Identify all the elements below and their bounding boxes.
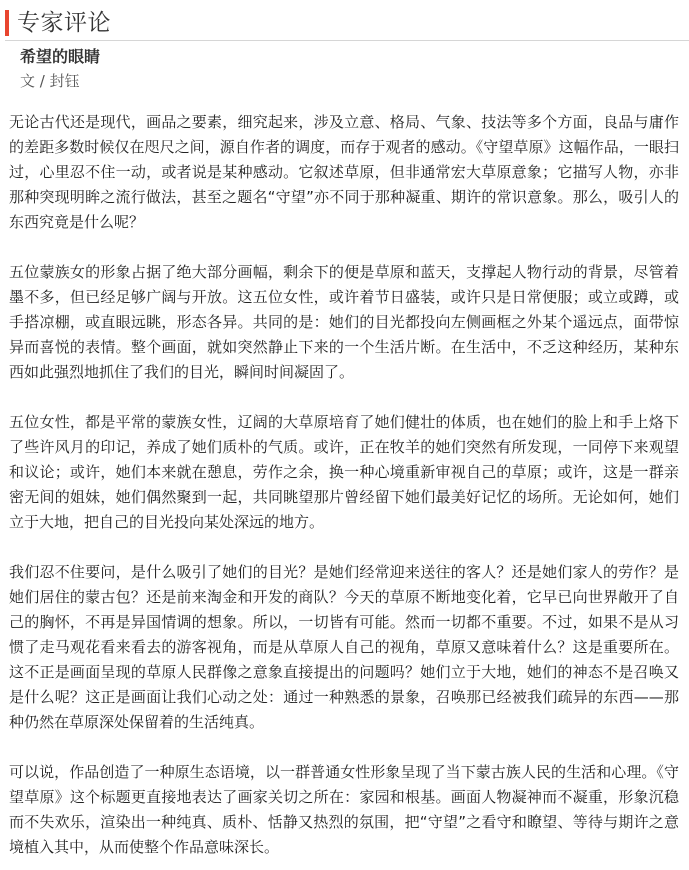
article-byline: 文 / 封钰	[20, 72, 80, 90]
article-paragraph: 五位女性，都是平常的蒙族女性，辽阔的大草原培育了她们健壮的体质，也在她们的脸上和手上烙下了些许风月的印记，养成了她们质朴的气质。或许，正在牧羊的她们突然有所发现，一同停下来观望和议论；或许，她们本来就在憩息，劳作之余，换一种心境重新审视自己的草原；或许，这是一群亲密无间的姐妹，她们偶然聚到一起，共同眺望那片曾经留下她们最美好记忆的场所。无论如何，她们立于大地，把自己的目光投向某处深远的地方。	[9, 413, 679, 531]
article-paragraph: 无论古代还是现代，画品之要素，细究起来，涉及立意、格局、气象、技法等多个方面，良品与庸作的差距多数时候仅在咫尺之间，源自作者的调度，而存于观者的感动。《守望草原》这幅作品，一眼扫过，心里忍不住一动，或者说是某种感动。它叙述草原，但非通常宏大草原意象；它描写人物，亦非那种突现明眸之流行做法，甚至之题名“守望”亦不同于那种凝重、期许的常识意象。那么，吸引人的东西究竟是什么呢？	[9, 113, 679, 231]
article-title: 希望的眼睛	[20, 47, 101, 66]
article-paragraph: 可以说，作品创造了一种原生态语境，以一群普通女性形象呈现了当下蒙古族人民的生活和心理。《守望草原》这个标题更直接地表达了画家关切之所在：家园和根基。画面人物凝神而不凝重，形象沉稳而不失欢乐，渲染出一种纯真、质朴、恬静又热烈的氛围，把“守望”之看守和瞭望、等待与期许之意境植入其中，从而使整个作品意味深长。	[9, 763, 679, 856]
article-paragraph: 我们忍不住要问，是什么吸引了她们的目光？是她们经常迎来送往的客人？还是她们家人的劳作？是她们居住的蒙古包？还是前来淘金和开发的商队？今天的草原不断地变化着，它早已向世界敞开了自己的胸怀，不再是异国情调的想象。所以，一切皆有可能。然而一切都不重要。不过，如果不是从习惯了走马观花看来看去的游客视角，而是从草原人自己的视角，草原又意味着什么？这是重要所在。这不正是画面呈现的草原人民群像之意象直接提出的问题吗？她们立于大地，她们的神态不是召唤又是什么呢？这正是画面让我们心动之处：通过一种熟悉的景象，召唤那已经被我们疏异的东西——那种仍然在草原深处保留着的生活纯真。	[9, 563, 679, 731]
header-divider	[5, 40, 689, 41]
article-paragraph: 五位蒙族女的形象占据了绝大部分画幅，剩余下的便是草原和蓝天，支撑起人物行动的背景，尽管着墨不多，但已经足够广阔与开放。这五位女性，或许着节日盛装，或许只是日常便服；或立或蹲，或手搭凉棚，或直眼远眺，形态各异。共同的是：她们的目光都投向左侧画框之外某个遥远点，面带惊异而喜悦的表情。整个画面，就如突然静止下来的一个生活片断。在生活中，不乏这种经历，某种东西如此强烈地抓住了我们的目光，瞬间时间凝固了。	[9, 263, 679, 381]
section-title: 专家评论	[17, 10, 111, 36]
section-header	[5, 8, 111, 38]
article-body	[9, 110, 679, 860]
section-accent-bar	[5, 10, 9, 36]
